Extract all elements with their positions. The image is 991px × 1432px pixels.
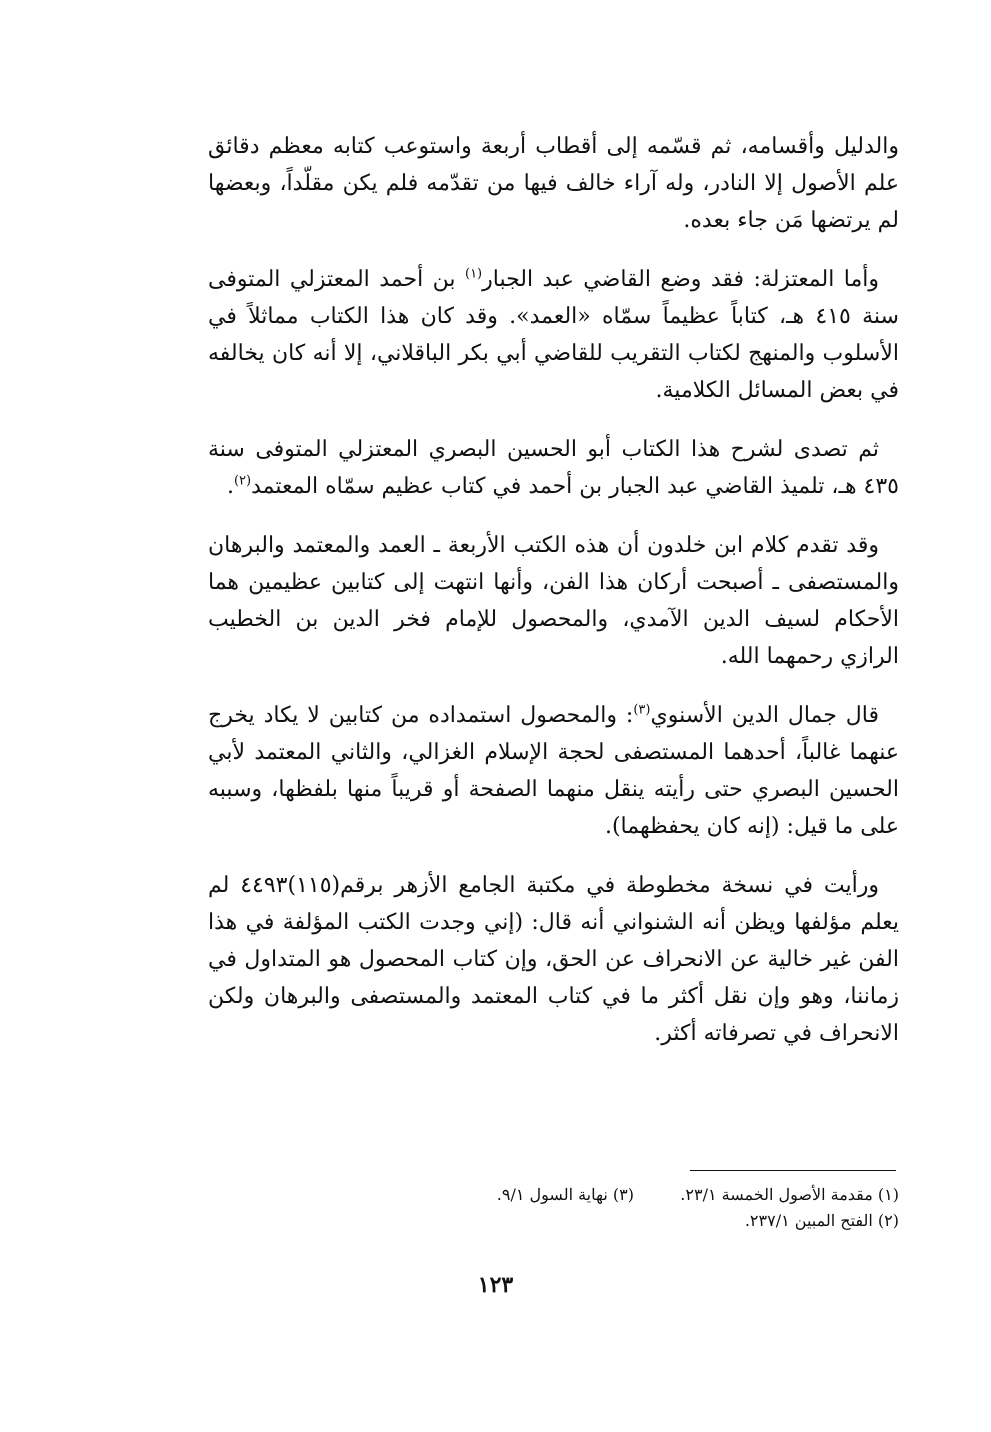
footnote-marker: (٣): [633, 702, 651, 718]
footnote-3: (٣) نهاية السول ٩/١.: [496, 1185, 634, 1204]
footnote-row: [360, 1208, 899, 1234]
paragraph-text: بن أحمد المعتزلي المتوفى سنة ٤١٥ هـ، كتاباً عظيماً سمّاه «العمد». وقد كان هذا الكتاب مماثلاً في الأسلوب والمنهج لكتاب التقريب للقاضي أبي بكر الباقلاني، إلا أنه كان يخالفه في بعض المسائل الكلامية.: [208, 267, 899, 403]
paragraph-3: [208, 431, 899, 505]
paragraph-6: [208, 867, 899, 1052]
paragraph-text: قال جمال الدين الأسنوي: [650, 703, 879, 728]
paragraph-5: [208, 697, 899, 845]
paragraph-text: وقد تقدم كلام ابن خلدون أن هذه الكتب الأربعة ـ العمد والمعتمد والبرهان والمستصفى ـ أصبحت أركان هذا الفن، وأنها انتهت إلى كتابين عظيمين هما الأحكام لسيف الدين الآمدي، والمحصول للإمام فخر الدين بن الخطيب الرازي رحمهما الله.: [208, 533, 899, 669]
paragraph-text: ثم تصدى لشرح هذا الكتاب أبو الحسين البصري المعتزلي المتوفى سنة ٤٣٥ هـ، تلميذ القاضي عبد الجبار بن أحمد في كتاب عظيم سمّاه المعتمد: [208, 437, 899, 499]
footnote-row: [360, 1182, 899, 1208]
footnote-2: (٢) الفتح المبين ٢٣٧/١.: [744, 1211, 899, 1230]
paragraph-text: ورأيت في نسخة مخطوطة في مكتبة الجامع الأزهر برقم(١١٥)٤٤٩٣ لم يعلم مؤلفها ويظن أنه الشنواني أنه قال: (إني وجدت الكتب المؤلفة في هذا الفن غير خالية عن الانحراف عن الحق، وإن كتاب المحصول هو المتداول في زماننا، وهو وإن نقل أكثر ما في كتاب المعتمد والمستصفى والبرهان ولكن الانحراف في تصرفاته أكثر.: [208, 873, 899, 1046]
main-text: [208, 128, 899, 1074]
paragraph-1: [208, 128, 899, 239]
footnotes: [360, 1182, 899, 1234]
footnote-marker: (١): [464, 266, 483, 282]
paragraph-text: : والمحصول استمداده من كتابين لا يكاد يخرج عنهما غالباً، أحدهما المستصفى لحجة الإسلام الغزالي، والثاني المعتمد لأبي الحسين البصري حتى رأيته ينقل منهما الصفحة أو قريباً منها بلفظها، وسببه على ما قيل: (إنه كان يحفظهما).: [208, 703, 899, 839]
page-number: ١٢٣: [477, 1272, 514, 1298]
footnote-marker: (٢): [233, 473, 252, 489]
paragraph-4: [208, 527, 899, 675]
footnote-1: (١) مقدمة الأصول الخمسة ٢٣/١.: [680, 1185, 899, 1204]
paragraph-text: .: [226, 474, 234, 499]
paragraph-text: وأما المعتزلة: فقد وضع القاضي عبد الجبار: [482, 267, 880, 292]
paragraph-text: والدليل وأقسامه، ثم قسّمه إلى أقطاب أربعة واستوعب كتابه معظم دقائق علم الأصول إلا النادر، وله آراء خالف فيها من تقدّمه فلم يكن مقلّداً، وبعضها لم يرتضها مَن جاء بعده.: [208, 134, 899, 233]
paragraph-2: [208, 261, 899, 409]
footnote-divider: [690, 1170, 896, 1171]
